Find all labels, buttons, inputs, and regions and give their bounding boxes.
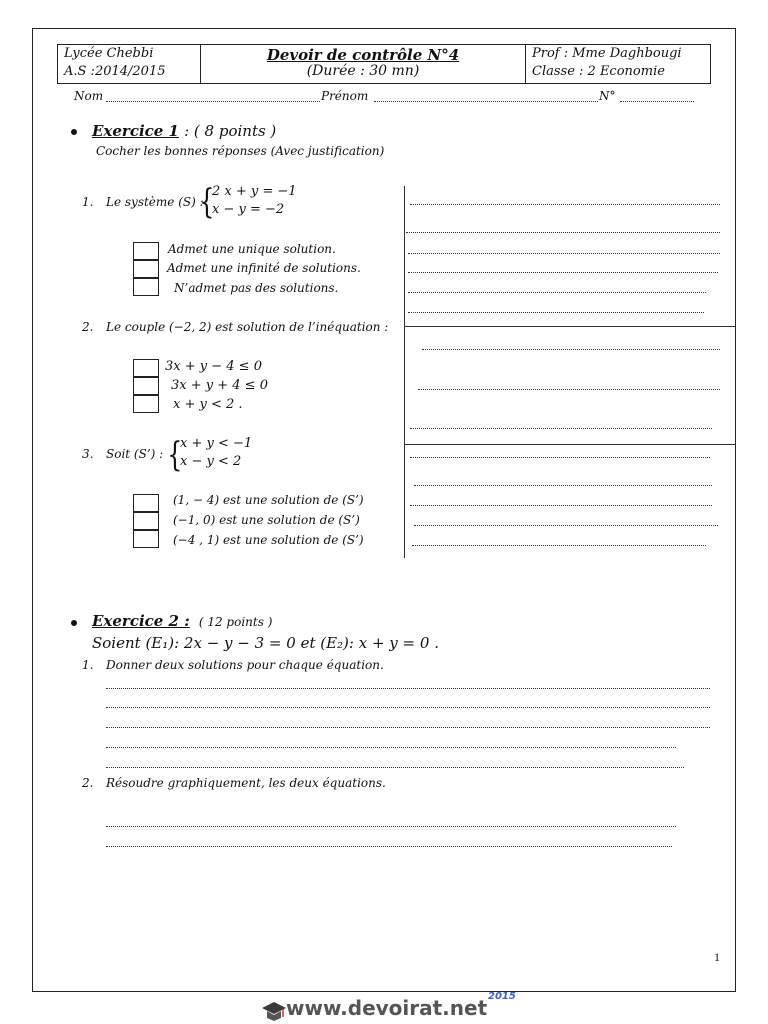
q1-checkbox-1[interactable] bbox=[133, 242, 159, 260]
q3-justification-line-4[interactable] bbox=[414, 525, 718, 526]
q3-justification-line-5[interactable] bbox=[412, 545, 706, 546]
prenom-field[interactable] bbox=[374, 101, 598, 102]
q3-checkbox-3[interactable] bbox=[133, 530, 159, 548]
q1-justification-line-2[interactable] bbox=[406, 232, 720, 233]
ex2-q2-answer-line-1[interactable] bbox=[106, 826, 676, 827]
ex2-q1-answer-line-5[interactable] bbox=[106, 767, 684, 768]
exercise2-statement: Soient (E₁): 2x − y − 3 = 0 et (E₂): x + y = 0 . bbox=[92, 634, 439, 652]
justification-separator-2 bbox=[404, 444, 736, 445]
bullet-icon bbox=[71, 620, 77, 626]
ex2-q1-answer-line-2[interactable] bbox=[106, 707, 710, 708]
nom-label: Nom bbox=[74, 89, 104, 103]
ex2-q1-answer-line-3[interactable] bbox=[106, 727, 710, 728]
numero-field[interactable] bbox=[620, 101, 694, 102]
q2-checkbox-1[interactable] bbox=[133, 359, 159, 377]
q3-number: 3. bbox=[82, 447, 94, 461]
ex2-q2-number: 2. bbox=[82, 776, 94, 790]
q2-option-2: 3x + y + 4 ≤ 0 bbox=[171, 378, 268, 393]
exercise1-points: : ( 8 points ) bbox=[184, 122, 277, 140]
q2-justification-line-1[interactable] bbox=[422, 349, 720, 350]
q2-option-1: 3x + y − 4 ≤ 0 bbox=[165, 359, 262, 374]
q1-label: Le système (S) : bbox=[106, 195, 204, 209]
q3-brace-icon: { bbox=[167, 435, 183, 475]
page-number: 1 bbox=[714, 950, 720, 964]
exercise2-heading bbox=[92, 611, 272, 630]
q2-label: Le couple (−2, 2) est solution de l’inéquation : bbox=[106, 320, 389, 334]
school-name: Lycée Chebbi bbox=[64, 46, 154, 61]
q1-justification-line-3[interactable] bbox=[408, 253, 720, 254]
footer-logo-year: 2015 bbox=[488, 991, 516, 1002]
q1-justification-line-1[interactable] bbox=[410, 204, 720, 205]
q3-justification-line-2[interactable] bbox=[414, 485, 712, 486]
header-title-cell bbox=[200, 45, 526, 83]
exam-duration: (Durée : 30 mn) bbox=[306, 63, 420, 79]
school-year: A.S :2014/2015 bbox=[64, 64, 166, 79]
q3-equation-1: x + y < −1 bbox=[180, 436, 253, 451]
q3-option-1: (1, − 4) est une solution de (S’) bbox=[173, 493, 364, 507]
q2-justification-line-2[interactable] bbox=[418, 389, 720, 390]
exercise2-title: Exercice 2 : bbox=[92, 612, 190, 630]
q1-checkbox-2[interactable] bbox=[133, 260, 159, 278]
q1-justification-line-6[interactable] bbox=[408, 312, 704, 313]
ex2-q2-text: Résoudre graphiquement, les deux équations. bbox=[106, 776, 386, 790]
justification-separator-1 bbox=[404, 326, 736, 327]
q3-option-3: (−4 , 1) est une solution de (S’) bbox=[173, 533, 364, 547]
header-teacher-cell bbox=[525, 45, 710, 83]
q2-number: 2. bbox=[82, 320, 94, 334]
exercise1-heading bbox=[92, 121, 276, 140]
graduation-cap-icon bbox=[260, 998, 286, 1024]
exercise1-instruction: Cocher les bonnes réponses (Avec justification) bbox=[96, 144, 385, 158]
ex2-q1-text: Donner deux solutions pour chaque équation. bbox=[106, 658, 384, 672]
q1-option-2: Admet une infinité de solutions. bbox=[167, 261, 361, 275]
q1-checkbox-3[interactable] bbox=[133, 278, 159, 296]
q1-equation-1: 2 x + y = −1 bbox=[212, 184, 297, 199]
ex2-q2-answer-line-2[interactable] bbox=[106, 846, 672, 847]
header-table bbox=[57, 44, 711, 84]
exercise1-title: Exercice 1 bbox=[92, 122, 179, 140]
teacher-name: Prof : Mme Daghbougi bbox=[532, 46, 682, 61]
q3-equation-2: x − y < 2 bbox=[180, 454, 242, 469]
prenom-label: Prénom bbox=[321, 89, 369, 103]
q1-brace-icon: { bbox=[199, 182, 215, 222]
header-school-cell bbox=[58, 45, 201, 83]
exercise2-points: ( 12 points ) bbox=[198, 615, 273, 629]
q1-justification-line-4[interactable] bbox=[408, 272, 718, 273]
q3-checkbox-2[interactable] bbox=[133, 512, 159, 530]
q3-justification-line-1[interactable] bbox=[410, 457, 710, 458]
q2-justification-line-3[interactable] bbox=[410, 428, 712, 429]
numero-label: N° bbox=[599, 89, 616, 103]
q1-option-1: Admet une unique solution. bbox=[168, 242, 336, 256]
q1-option-3: N’admet pas des solutions. bbox=[174, 281, 339, 295]
q1-number: 1. bbox=[82, 195, 94, 209]
footer-logo-text: www.devoirat.net bbox=[286, 996, 488, 1020]
ex2-q1-number: 1. bbox=[82, 658, 94, 672]
q3-justification-line-3[interactable] bbox=[410, 505, 712, 506]
exam-title: Devoir de contrôle N°4 bbox=[266, 46, 460, 64]
q2-option-3: x + y < 2 . bbox=[173, 397, 243, 412]
q3-option-2: (−1, 0) est une solution de (S’) bbox=[173, 513, 360, 527]
bullet-icon bbox=[71, 129, 77, 135]
q3-checkbox-1[interactable] bbox=[133, 494, 159, 512]
q2-checkbox-2[interactable] bbox=[133, 377, 159, 395]
class-name: Classe : 2 Economie bbox=[532, 64, 665, 79]
q3-label: Soit (S’) : bbox=[106, 447, 164, 461]
ex2-q1-answer-line-1[interactable] bbox=[106, 688, 710, 689]
q1-justification-line-5[interactable] bbox=[408, 292, 706, 293]
justification-column-divider bbox=[404, 186, 405, 558]
q1-equation-2: x − y = −2 bbox=[212, 202, 285, 217]
ex2-q1-answer-line-4[interactable] bbox=[106, 747, 676, 748]
nom-field[interactable] bbox=[106, 101, 320, 102]
q2-checkbox-3[interactable] bbox=[133, 395, 159, 413]
